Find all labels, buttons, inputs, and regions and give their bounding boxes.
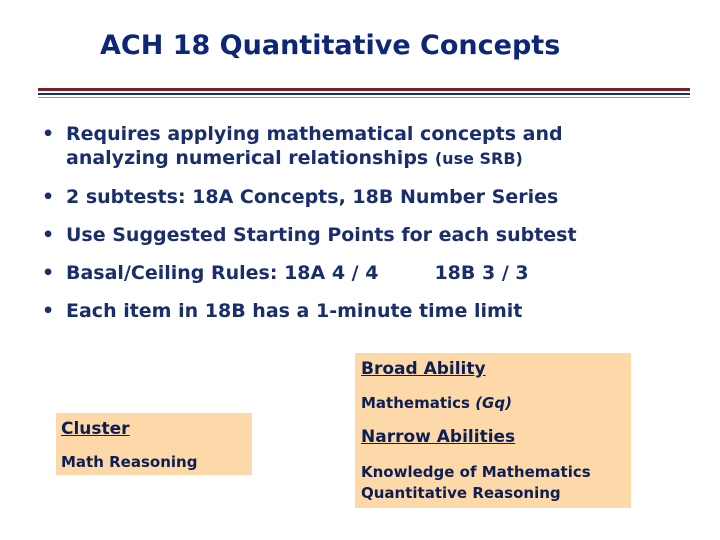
bullet-dot-icon: • (42, 123, 55, 145)
bullet-text: Basal/Ceiling Rules: 18A 4 / 4 (66, 262, 379, 284)
bullet-text: analyzing numerical relationships (66, 147, 429, 169)
bullet-dot-icon: • (42, 262, 55, 284)
bullet-text: 2 subtests: 18A Concepts, 18B Number Series (66, 186, 559, 208)
broad-ability-heading: Broad Ability (361, 359, 486, 379)
title-divider-light (38, 97, 690, 98)
title-divider-blue (38, 93, 690, 95)
narrow-abilities-list (361, 462, 591, 504)
cluster-heading: Cluster (61, 419, 130, 439)
page-title: ACH 18 Quantitative Concepts (100, 30, 561, 61)
narrow-ability-item: Knowledge of Mathematics (361, 463, 591, 481)
bullet-text: 18B 3 / 3 (434, 262, 529, 284)
bullet-item-time-limit (40, 299, 700, 323)
ability-code: (Gq) (475, 394, 512, 412)
broad-ability-value (361, 394, 512, 412)
cluster-box (56, 413, 252, 475)
ability-name: Mathematics (361, 394, 470, 412)
narrow-ability-item: Quantitative Reasoning (361, 484, 561, 502)
bullet-dot-icon: • (42, 300, 55, 322)
bullet-dot-icon: • (42, 224, 55, 246)
narrow-abilities-heading: Narrow Abilities (361, 427, 516, 447)
title-divider-red (38, 88, 690, 91)
broad-ability-box (355, 353, 631, 508)
bullet-note: (use SRB) (434, 149, 523, 168)
bullet-text: Each item in 18B has a 1-minute time limit (66, 300, 523, 322)
bullet-item-starting-points (40, 223, 700, 247)
bullet-text: Use Suggested Starting Points for each subtest (66, 224, 577, 246)
bullet-item-requirements (40, 122, 700, 171)
cluster-value: Math Reasoning (61, 453, 198, 471)
bullet-text: Requires applying mathematical concepts and (66, 123, 563, 145)
bullet-item-subtests (40, 185, 700, 209)
bullet-item-basal-ceiling (40, 261, 700, 285)
bullet-list (40, 122, 700, 337)
bullet-dot-icon: • (42, 186, 55, 208)
